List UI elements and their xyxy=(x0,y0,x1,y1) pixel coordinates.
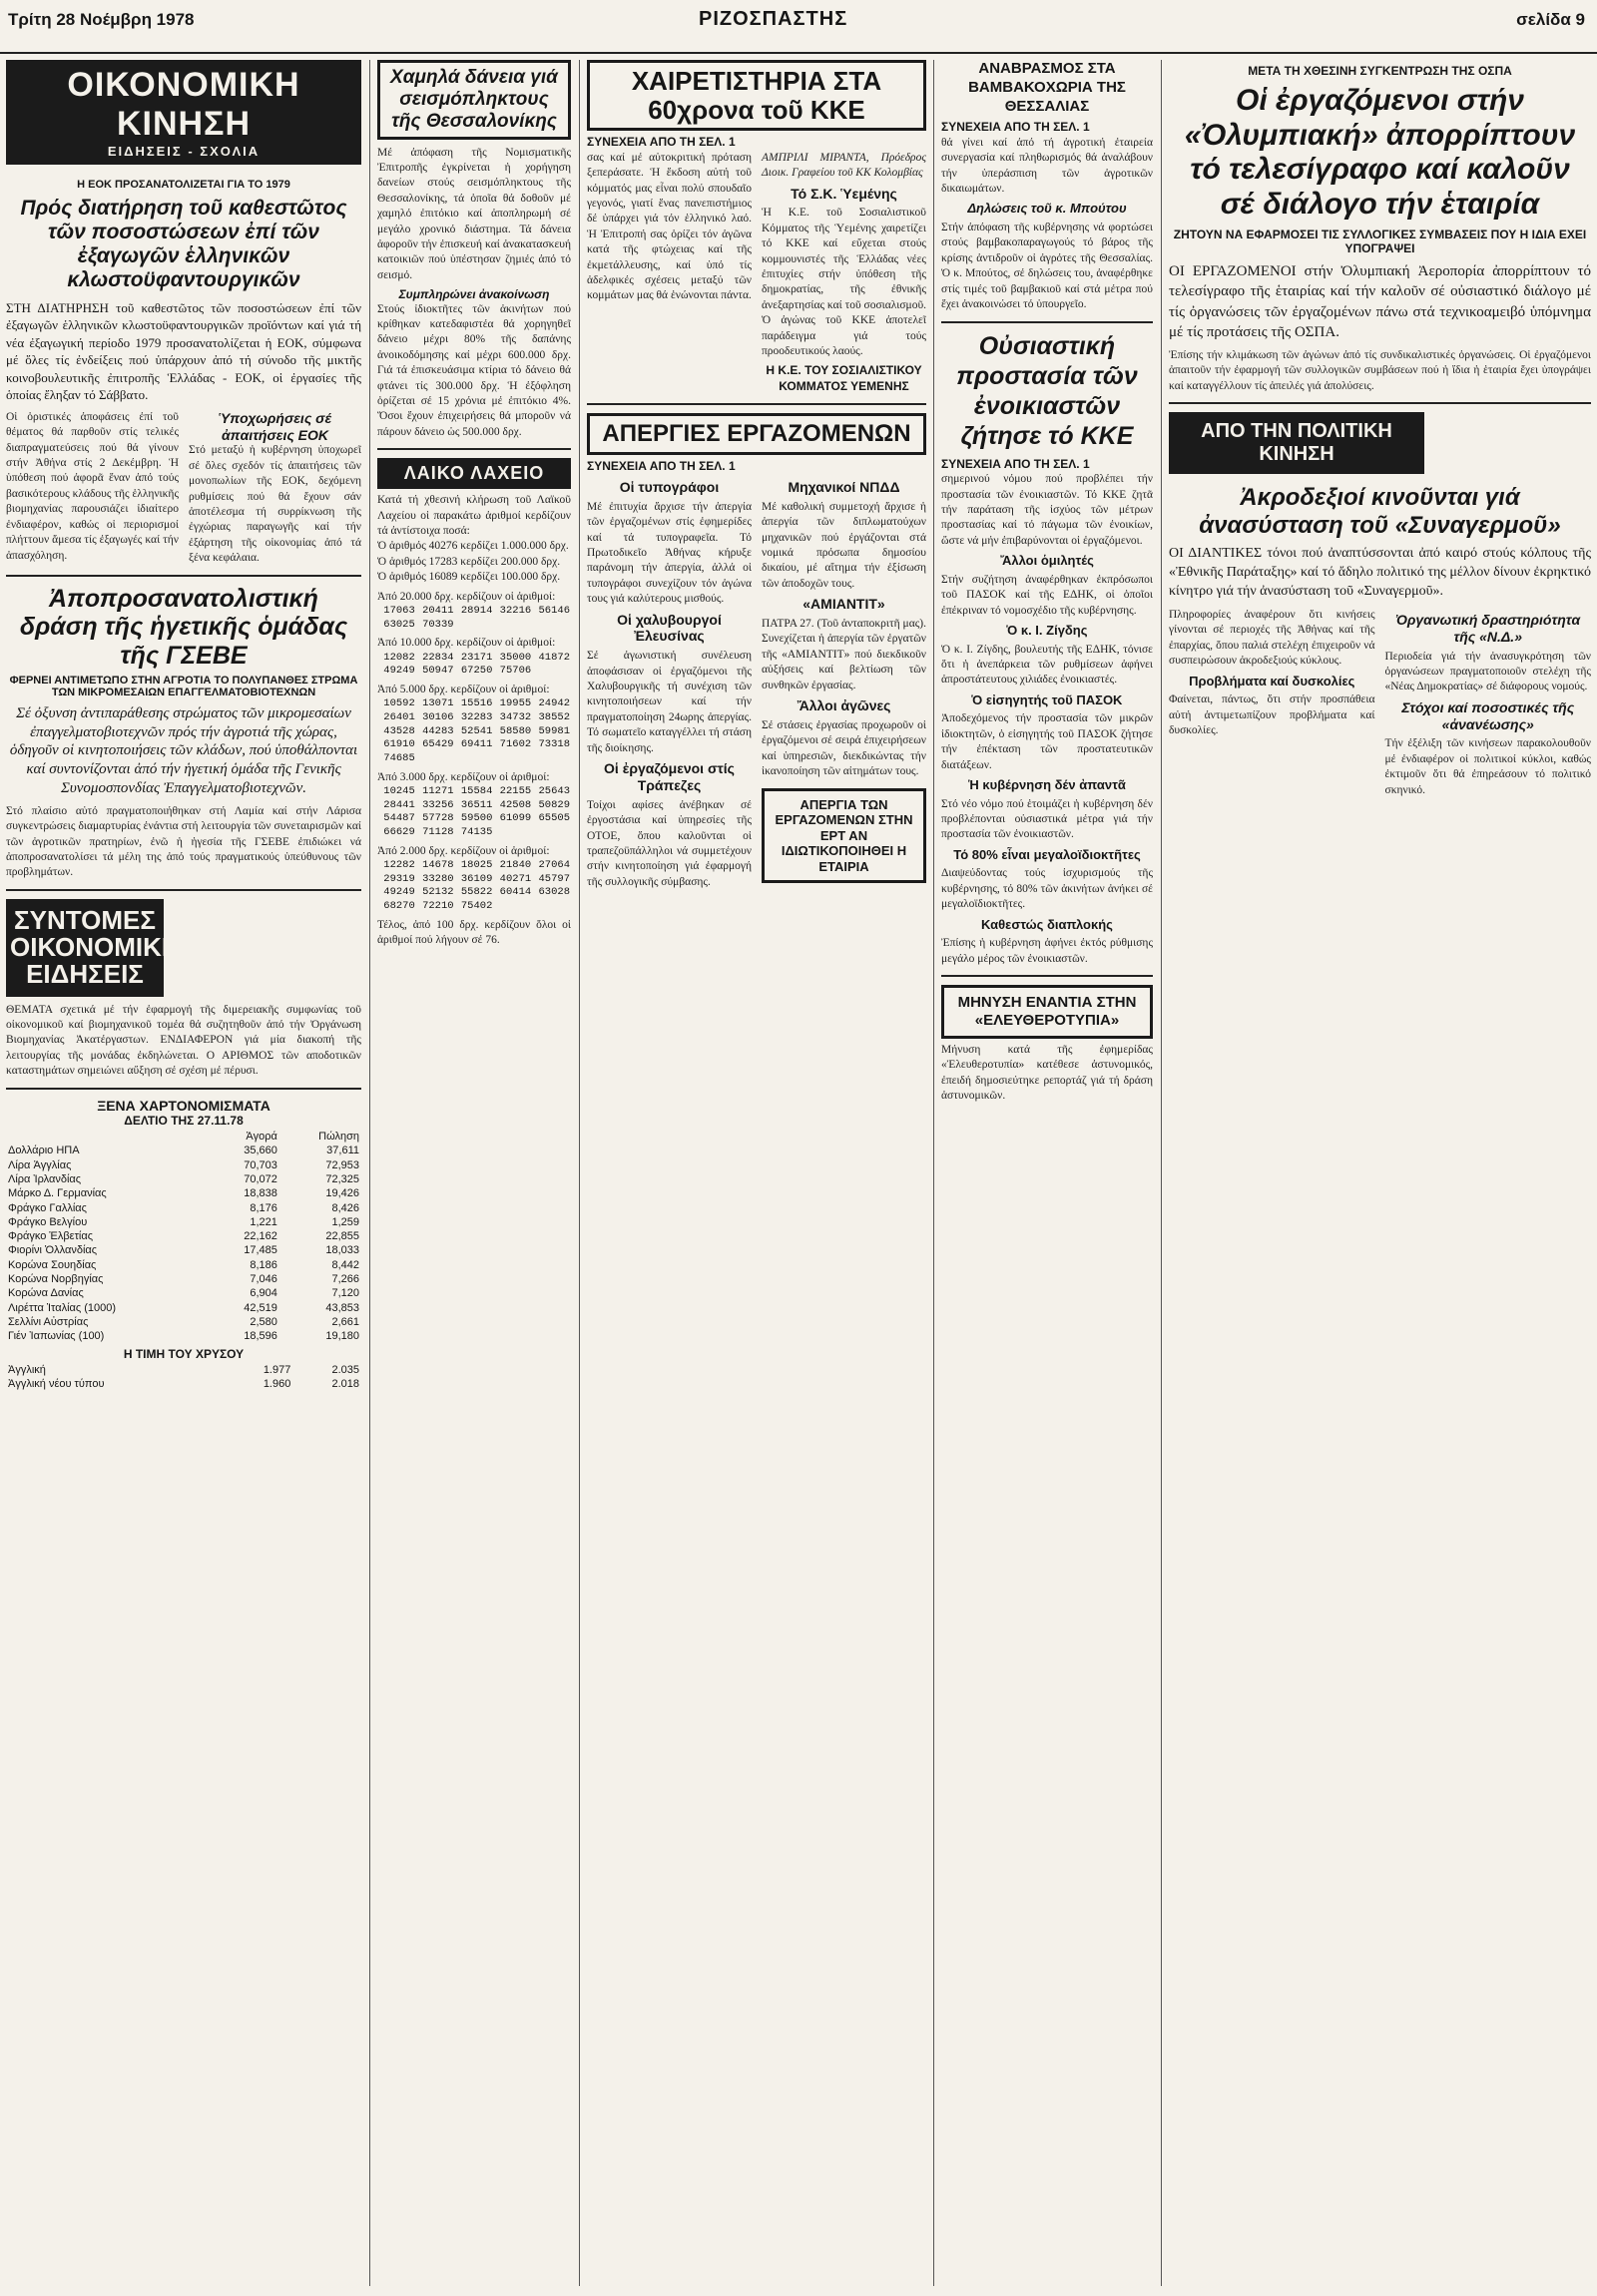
article-kicker: ΖΗΤΟΥΝ ΝΑ ΕΦΑΡΜΟΣΕΙ ΤΙΣ ΣΥΛΛΟΓΙΚΕΣ ΣΥΜΒΑΣΕΙΣ ΠΟΥ Η ΙΔΙΑ ΕΧΕΙ ΥΠΟΓΡΑΨΕΙ xyxy=(1173,228,1587,255)
lottery-number: 49249 xyxy=(383,665,415,678)
lottery-row xyxy=(377,711,571,725)
fx-currency: Μάρκο Δ. Γερμανίας xyxy=(8,1187,107,1200)
lottery-number: 69411 xyxy=(460,738,493,751)
continuation-label: ΣΥΝΕΧΕΙΑ ΑΠΟ ΤΗ ΣΕΛ. 1 xyxy=(941,456,1090,471)
lottery-number: 29319 xyxy=(383,872,415,885)
lottery-numbers xyxy=(377,785,571,840)
article-body: ΘΕΜΑΤΑ σχετικά μέ τήν ἐφαρμογή τῆς διμερειακῆς συμφωνίας τοῦ οἰκονομικοῦ καί βιομηχανικοῦ τομέα θά συζητηθοῦν ἀπό τήν Ὀργάνωση Βιομηχανίας Ἀκατέργαστων. ΕΝΔΙΑΦΕΡΟΝ γιά μία διακοπή τῆς λειτουργίας τῆς μονάδας ἐκδηλώνεται. Ο ΑΡΙΘΜΟΣ τῶν αποδοτικῶν καταστημάτων σημειώνει αὔξηση σέ σχέση μέ πέρυσι. xyxy=(6,1003,361,1078)
fx-header: Ἀγορά xyxy=(246,1131,277,1144)
article-body: Στήν συζήτηση ἀναφέρθηκαν ἐκπρόσωποι τοῦ ΠΑΣΟΚ καί τῆς ΕΔΗΚ, οἱ ὁποῖοι ἐπέκριναν τό νομοσχέδιο τῆς κυβέρνησης. xyxy=(941,573,1153,617)
article-headline: Ἀκροδεξιοί κινοῦνται γιά ἀνασύσταση τοῦ «Συναγερμοῦ» xyxy=(1199,484,1561,539)
lottery-number: 19955 xyxy=(499,697,532,710)
lottery-number: 20411 xyxy=(422,605,454,618)
fx-rate: 42,519 xyxy=(244,1301,277,1314)
column-rule xyxy=(933,60,934,2286)
lottery-number: 28441 xyxy=(383,798,415,811)
article-subhead: Καθεστώς διαπλοκής xyxy=(981,916,1113,932)
lottery-number: 22155 xyxy=(499,785,532,798)
article-headline: Οὐσιαστική προστασία τῶν ἐνοικιαστῶν ζήτησε τό ΚΚΕ xyxy=(956,331,1138,450)
fx-row xyxy=(6,1315,361,1329)
lottery-number: 44283 xyxy=(422,724,454,737)
lottery-number: 21840 xyxy=(499,859,532,872)
fx-row xyxy=(6,1172,361,1186)
lottery-numbers xyxy=(377,859,571,914)
article-headline: ΜΗΝΥΣΗ ΕΝΑΝΤΙΑ ΣΤΗΝ «ΕΛΕΥΘΕΡΟΤΥΠΙΑ» xyxy=(957,994,1137,1029)
column-rule xyxy=(579,60,580,2286)
fx-currency: Φράγκο Γαλλίας xyxy=(8,1201,87,1214)
article-body: Σέ ἀγωνιστική συνέλευση ἀποφάσισαν οἱ ἐργαζόμενοι τῆς Χαλυβουργικῆς τή συνέχιση τῶν κινητοποιήσεων καί τήν πραγματοποίηση 24ωρης ἀπεργίας. Τό σωματεῖο καταγγέλλει τή στάση τῆς διοίκησης. xyxy=(587,650,752,754)
lottery-group-label: Ἀπό 2.000 δρχ. κερδίζουν οἱ ἀριθμοί: xyxy=(377,844,550,857)
article-body: Οἱ ὁριστικές ἀποφάσεις ἐπί τοῦ θέματος θά παρθοῦν στίς τελικές διαπραγματεύσεις πού θά γίνουν στήν Ἀθήνα στίς 2 Δεκέμβρη. Ἡ ὑπόθεση πού ἀφορᾶ ἕναν ἀπό τούς βασικότερους κλάδους τῆς ἑλληνικῆς βιομηχανίας παρουσιάζει ἰδιαίτερο ἐνδιαφέρον, καθώς οἱ περιορισμοί πλήττουν ἄμεσα τίς ἐξαγωγές καί τήν ἀπασχόληση. xyxy=(6,410,179,562)
article-headline-box xyxy=(762,788,926,884)
article-headline: Χαμηλά δάνεια γιά σεισμόπληκτους τῆς Θεσσαλονίκης xyxy=(390,67,558,132)
fx-row xyxy=(6,1329,361,1343)
lottery-number: 23171 xyxy=(460,651,493,664)
article-body: Τοίχοι αφίσες ἀνέβηκαν σέ ἐργοστάσια καί ὑπηρεσίες τῆς ΟΤΟΕ, ὅπου καλοῦνται οἱ τραπεζοϋπάλληλοι νά συμμετέχουν στήν κινητοποίηση γιά ἐφαρμογή τῆς συλλογικῆς σύμβασης. xyxy=(587,798,752,888)
lottery-group-label: Ἀπό 3.000 δρχ. κερδίζουν οἱ ἀριθμοί: xyxy=(377,770,550,783)
fx-header: Πώληση xyxy=(318,1131,359,1144)
fx-rate: 2,580 xyxy=(250,1315,277,1328)
gold-coin: Ἀγγλική xyxy=(8,1364,46,1377)
fx-row xyxy=(6,1258,361,1272)
lottery-number: 12082 xyxy=(383,651,415,664)
fx-rate: 1,221 xyxy=(250,1215,277,1228)
article-subhead: Οἱ τυπογράφοι xyxy=(619,479,720,496)
fx-rate: 1,259 xyxy=(331,1215,359,1228)
lottery-number: 71602 xyxy=(499,738,532,751)
article-body: Στό μεταξύ ἡ κυβέρνηση ὑποχωρεῖ σέ ὅλες σχεδόν τίς ἀπαιτήσεις τῶν μονοπωλίων τῆς ΕΟΚ, δεχόμενη ρυθμίσεις πού θά ἔχουν σάν ἀποτέλεσμα τή συρρίκνωση τῆς ἐγχώριας παραγωγῆς καί τήν ἐξάρτηση τῆς οἰκονομίας ἀπό τά ξένα κεφάλαια. xyxy=(189,444,361,565)
lottery-number: 27064 xyxy=(538,859,570,872)
fx-rate: 7,266 xyxy=(331,1273,359,1285)
column-rule xyxy=(1161,60,1162,2286)
lottery-number: 68270 xyxy=(383,899,415,912)
fx-table-subtitle: ΔΕΛΤΙΟ ΤΗΣ 27.11.78 xyxy=(124,1114,244,1129)
fx-rate: 18,033 xyxy=(325,1244,359,1257)
article-body: Μέ καθολική συμμετοχή ἄρχισε ἡ ἀπεργία τῶν διπλωματούχων μηχανικῶν πού ἐργάζονται στά νομικά πρόσωπα δημοσίου δικαίου, μέ αἴτημα τήν ἐξίσωση τῶν ἀποδοχῶν τους. xyxy=(762,500,926,590)
lottery-number: 13071 xyxy=(422,697,454,710)
fx-rate: 43,853 xyxy=(325,1301,359,1314)
fx-currency: Κορώνα Σουηδίας xyxy=(8,1258,97,1271)
column-olympic-politics xyxy=(1169,60,1591,2290)
lottery-number: 10245 xyxy=(383,785,415,798)
column-rule xyxy=(369,60,370,2286)
fx-rate: 22,162 xyxy=(244,1230,277,1243)
lottery-number: 17063 xyxy=(383,605,415,618)
article-headline: Πρός διατήρηση τοῦ καθεστῶτος τῶν ποσοστώσεων ἐπί τῶν ἐξαγωγῶν ἑλληνικῶν κλωστοϋφαντουργικῶν xyxy=(20,197,347,292)
fx-rate: 22,855 xyxy=(325,1230,359,1243)
article-subhead: Ὑποχωρήσεις σέ ἀπαιτήσεις ΕΟΚ xyxy=(218,409,332,443)
fx-row xyxy=(6,1215,361,1229)
article-body: Διαψεύδοντας τούς ἰσχυρισμούς τῆς κυβέρνησης, τό 80% τῶν ἀκινήτων ἀνήκει σέ μεγαλοϊδιοκτῆτες. xyxy=(941,867,1153,911)
article-subhead: Συμπληρώνει ἀνακοίνωση xyxy=(398,287,550,302)
article-subhead: Οἱ ἐργαζόμενοι στίς Τράπεζες xyxy=(604,760,735,793)
fx-currency: Λίρα Ἰρλανδίας xyxy=(8,1172,82,1185)
fx-currency: Φράγκο Βελγίου xyxy=(8,1215,88,1228)
article-body: Στήν ἀπόφαση τῆς κυβέρνησης νά φορτώσει στούς βαμβακοπαραγωγούς τό βάρος τῆς κρίσης ἀντιδροῦν οἱ ἀγρότες τῆς Θεσσαλίας. Ὁ κ. Μπούτος, σέ δηλώσεις του, ἀναφέρθηκε στίς τιμές τοῦ βαμβακιοῦ καί στά μέτρα πού ἔχει ἀνακοινώσει τό ὑπουργεῖο. xyxy=(941,222,1153,311)
lottery-number: 63028 xyxy=(538,886,570,899)
fx-row xyxy=(6,1272,361,1286)
lottery-top-prize: Ὁ ἀριθμός 17283 κερδίζει 200.000 δρχ. xyxy=(377,555,561,568)
section-title: ΟΙΚΟΝΟΜΙΚΗ ΚΙΝΗΣΗ xyxy=(67,66,300,143)
fx-rate: 8,186 xyxy=(250,1258,277,1271)
article-subhead: Τό Σ.Κ. Ὑεμένης xyxy=(791,185,897,202)
lottery-number: 75402 xyxy=(460,899,493,912)
fx-rate: 7,046 xyxy=(250,1273,277,1285)
lottery-number: 36109 xyxy=(460,872,493,885)
article-body: θά γίνει καί ἀπό τή ἀγροτική ἐταιρεία συνεργασία καί πληθωρισμός θά ἀναλάβουν τήν ὑπεράσπιση τῶν ἀγροτικῶν δικαιωμάτων. xyxy=(941,136,1153,196)
article-body: Στό νέο νόμο πού ἑτοιμάζει ἡ κυβέρνηση δέν προβλέπονται οὐσιαστικά μέτρα γιά τήν προστασία τῶν ἐνοικιαστῶν. xyxy=(941,797,1153,841)
lottery-number: 50829 xyxy=(538,798,570,811)
lottery-number: 74685 xyxy=(383,752,415,765)
article-lead: ΟΙ ΕΡΓΑΖΟΜΕΝΟΙ στήν Ὀλυμπιακή Ἀεροπορία ἀπορρίπτουν τό τελεσίγραφο τῆς ἑταιρίας καί τήν καλοῦν σέ οὐσιαστικό διάλογο μέ τίς ὀργανώσεις τῶν ἐργαζομένων πάνω στά τεχνικοαμειβό ὑπόμνημα μέ τίς προτάσεις τῆς ΟΣΠΑ. xyxy=(1169,263,1591,340)
page-number: σελίδα 9 xyxy=(1516,10,1585,29)
issue-date: Τρίτη 28 Νοέμβρη 1978 xyxy=(8,10,195,29)
lottery-row xyxy=(377,738,571,752)
lottery-number: 34732 xyxy=(499,711,532,724)
fx-rate: 17,485 xyxy=(244,1244,277,1257)
article-subhead: Ἡ κυβέρνηση δέν ἀπαντᾶ xyxy=(968,776,1126,792)
lottery-number: 12282 xyxy=(383,859,415,872)
article-kicker: Η ΕΟΚ ΠΡΟΣΑΝΑΤΟΛΙΖΕΤΑΙ ΓΙΑ ΤΟ 1979 xyxy=(77,179,290,191)
lottery-group-label: Ἀπό 10.000 δρχ. κερδίζουν οἱ ἀριθμοί: xyxy=(377,637,556,650)
article-signature: ΑΜΠΡΙΛΙ ΜΙΡΑΝΤΑ, Πρόεδρος Διοικ. Γραφείου τοῦ ΚΚ Κολομβίας xyxy=(762,151,926,180)
lottery-number: 52541 xyxy=(460,724,493,737)
fx-row xyxy=(6,1243,361,1257)
fx-rate: 18,838 xyxy=(244,1187,277,1200)
gold-table-title: Η ΤΙΜΗ ΤΟΥ ΧΡΥΣΟΥ xyxy=(123,1347,245,1362)
article-body: Περιοδεία γιά τήν ἀνασυγκρότηση τῶν ὀργανώσεων πραγματοποιοῦν στελέχη τῆς «Νέας Δημοκρατίας» σέ διάφορους νομούς. xyxy=(1384,650,1591,693)
lottery-number: 40271 xyxy=(499,872,532,885)
article-subhead: Ἄλλοι ὁμιλητές xyxy=(1000,553,1094,569)
lottery-number: 45797 xyxy=(538,872,570,885)
fx-rate: 72,953 xyxy=(325,1158,359,1171)
fx-rate: 19,180 xyxy=(325,1330,359,1343)
fx-row xyxy=(6,1229,361,1243)
article-subhead: Δηλώσεις τοῦ κ. Μπούτου xyxy=(967,201,1127,217)
fx-row xyxy=(6,1144,361,1157)
lottery-row xyxy=(377,752,571,766)
lottery-number: 74135 xyxy=(460,825,493,838)
lottery-top-prize: Ὁ ἀριθμός 16089 κερδίζει 100.000 δρχ. xyxy=(377,571,561,584)
lottery-number: 59500 xyxy=(460,812,493,825)
fx-rate: 6,904 xyxy=(250,1287,277,1300)
lottery-number: 63025 xyxy=(383,618,415,631)
lottery-number: 28914 xyxy=(460,605,493,618)
page-header xyxy=(0,0,1597,54)
column-loans-lottery xyxy=(377,60,571,2290)
lottery-row xyxy=(377,697,571,711)
article-headline-box xyxy=(587,60,926,131)
article-body: Ὁ κ. Ι. Ζίγδης, βουλευτής τῆς ΕΔΗΚ, τόνισε ὅτι ἡ ἀνεπάρκεια τῶν ρυθμίσεων ἀφήνει ἀπροστάτευτους χιλιάδες ἐνοικιαστές. xyxy=(941,643,1153,687)
newspaper-name: ΡΙΖΟΣΠΑΣΤΗΣ xyxy=(699,8,848,30)
fx-row xyxy=(6,1186,361,1200)
lottery-numbers xyxy=(377,605,571,632)
article-headline: ΑΝΑΒΡΑΣΜΟΣ ΣΤΑ ΒΑΜΒΑΚΟΧΩΡΙΑ ΤΗΣ ΘΕΣΣΑΛΙΑΣ xyxy=(968,60,1126,115)
article-subhead: Ἄλλοι ἀγῶνες xyxy=(797,697,891,714)
lottery-number: 36511 xyxy=(460,798,493,811)
lottery-number: 42508 xyxy=(499,798,532,811)
lottery-number: 43528 xyxy=(383,724,415,737)
article-headline: ΧΑΙΡΕΤΙΣΤΗΡΙΑ ΣΤΑ 60χρονα τοῦ ΚΚΕ xyxy=(631,66,882,125)
article-headline: ΑΠΕΡΓΙΕΣ ΕΡΓΑΖΟΜΕΝΩΝ xyxy=(602,419,911,447)
lottery-number: 57728 xyxy=(422,812,454,825)
article-headline-box xyxy=(941,985,1153,1039)
article-subhead: Οἱ χαλυβουργοί Ἐλευσίνας xyxy=(617,611,722,645)
article-body: Στούς ἰδιοκτῆτες τῶν ἀκινήτων πού κρίθηκαν κατεδαφιστέα θά χορηγηθεῖ δάνειο μέχρι 80% τῆς δαπάνης ἀνοικοδόμησης καί μέχρι 600.000 δρχ. Γιά τά ἐπισκευάσιμα κτίρια τό δάνειο θά φτάνει τίς 300.000 δρχ. Ἡ ἐξόφληση ὁρίζεται σέ 15 χρόνια μέ ἐπιτόκιο 4%. Ὅσοι ἔχουν ἐπιχειρήσεις θά μποροῦν νά πάρουν δάνειο ὡς 500.000 δρχ. xyxy=(377,302,571,438)
gold-coin: Ἀγγλική νέου τύπου xyxy=(8,1378,105,1391)
lottery-number: 32283 xyxy=(460,711,493,724)
lottery-number: 24942 xyxy=(538,697,570,710)
fx-table-title: ΞΕΝΑ ΧΑΡΤΟΝΟΜΙΣΜΑΤΑ xyxy=(97,1097,270,1114)
gold-table xyxy=(6,1363,361,1392)
gold-row xyxy=(6,1363,361,1377)
fx-row xyxy=(6,1286,361,1300)
article-headline: Ἀποπροσανατολιστική δράση τῆς ἡγετικῆς ὁμάδας τῆς ΓΣΕΒΕ xyxy=(19,584,348,671)
lottery-number: 72210 xyxy=(422,899,454,912)
article-body: Στό πλαίσιο αὐτό πραγματοποιήθηκαν στή Λαμία καί στήν Λάρισα συγκεντρώσεις διαμαρτυρίας ἐνάντια στή λειτουργία τῶν συνεταιρισμῶν καί τῶν ἀγροτικῶν πρατηρίων, ἐνῶ ἡ ἡγεσία τῆς ΓΣΕΒΕ ἐπιδιώκει νά ἀποπροσανατολίσει τά μέλη της ἀπό τούς πραγματικούς ὑπεύθυνους τῶν προβλημάτων. xyxy=(6,804,361,879)
lottery-intro: Κατά τή χθεσινή κλήρωση τοῦ Λαϊκοῦ Λαχείου οἱ παρακάτω ἀριθμοί κερδίζουν τά ἀντίστοιχα ποσά: xyxy=(377,494,571,538)
lottery-row xyxy=(377,725,571,739)
lottery-numbers xyxy=(377,652,571,679)
article-subhead: Ὁ εἰσηγητής τοῦ ΠΑΣΟΚ xyxy=(971,691,1123,707)
article-body: Μέ ἐπιτυχία ἄρχισε τήν ἀπεργία τῶν ἐργαζομένων στίς ἐφημερίδες καί τά τυπογραφεῖα. Τό Πρωτοδικεῖο Ἀθήνας κήρυξε παράνομη τήν ἀπεργία, ἀλλά οἱ τυπογράφοι συνεχίζουν τόν ἀγώνα τους γιά καλύτερους μισθούς. xyxy=(587,500,752,606)
fx-currency: Σελλίνι Αὐστρίας xyxy=(8,1315,89,1328)
article-headline-box xyxy=(377,60,571,140)
article-subhead: «ΑΜΙΑΝΤΙΤ» xyxy=(802,596,885,613)
fx-currency: Γιέν Ἰαπωνίας (100) xyxy=(8,1330,105,1343)
article-body: Ἐπίσης τήν κλιμάκωση τῶν ἀγώνων ἀπό τίς συνδικαλιστικές ὀργανώσεις. Οἱ ἐργαζόμενοι ἀπαιτοῦν τήν ἐφαρμογή τῶν συλλογικῶν συμβάσεων πού ἡ ἴδια ἡ ἑταιρία ἔχει ὑπογράψει καί καταγγέλλουν τίς ἀπειλές γιά ἀπολύσεις. xyxy=(1169,349,1591,392)
lottery-number: 11271 xyxy=(422,785,454,798)
article-body: Φαίνεται, πάντως, ὅτι στήν προσπάθεια αὐτή ἀντιμετωπίζουν προβλήματα καί δυσκολίες. xyxy=(1169,693,1375,737)
lottery-row xyxy=(377,605,571,619)
fx-rate: 18,596 xyxy=(244,1330,277,1343)
lottery-group-label: Ἀπό 20.000 δρχ. κερδίζουν οἱ ἀριθμοί: xyxy=(377,590,556,603)
lottery-number: 15516 xyxy=(460,697,493,710)
lottery-number: 22834 xyxy=(422,651,454,664)
fx-rate: 7,120 xyxy=(331,1287,359,1300)
column-cotton-rents xyxy=(941,60,1153,2290)
lottery-numbers xyxy=(377,697,571,765)
lottery-number: 38552 xyxy=(538,711,570,724)
fx-rate: 37,611 xyxy=(326,1145,359,1157)
section-banner: ΑΠΟ ΤΗΝ ΠΟΛΙΤΙΚΗ ΚΙΝΗΣΗ xyxy=(1169,412,1424,474)
fx-currency: Φράγκο Ἑλβετίας xyxy=(8,1230,94,1243)
article-signature: Η Κ.Ε. ΤΟΥ ΣΟΣΙΑΛΙΣΤΙΚΟΥ ΚΟΜΜΑΤΟΣ ΥΕΜΕΝΗΣ xyxy=(766,363,922,394)
section-subtitle: ΕΙΔΗΣΕΙΣ - ΣΧΟΛΙΑ xyxy=(107,144,261,159)
lottery-group-label: Ἀπό 5.000 δρχ. κερδίζουν οἱ ἀριθμοί: xyxy=(377,684,550,696)
fx-currency: Κορώνα Νορβηγίας xyxy=(8,1273,104,1285)
article-body: ΠΑΤΡΑ 27. (Τοῦ ἀνταποκριτῆ μας). Συνεχίζεται ἡ ἀπεργία τῶν ἐργατῶν τῆς «ΑΜΙΑΝΤΙΤ» πού διεκδικοῦν αὐξήσεις καί βελτίωση τῶν συνθηκῶν ἐργασίας. xyxy=(762,618,926,691)
lottery-number: 50947 xyxy=(422,665,454,678)
article-lead: ΟΙ ΔΙΑΝΤΙΚΕΣ τόνοι πού ἀναπτύσσονται ἀπό καιρό στούς κόλπους τῆς «Ἐθνικῆς Παράταξης» καί τό ἄδηλο πολιτικό της μέλλον δίνουν ἐκρηκτικό κίνητρο γιά τήν ἀνασύσταση τοῦ «Συναγερμοῦ». xyxy=(1169,546,1591,600)
article-body: σημερινού νόμου πού προβλέπει τήν προστασία τῶν ἐνοικιαστῶν. Τό ΚΚΕ ζητᾶ τήν παράταση τῆς ἰσχύος τῶν μέτρων προστασίας καί τό πάγωμα τῶν ἐνοικίων, ὥστε νά μήν ἐπιβαρύνονται οἱ ἐργαζόμενοι. xyxy=(941,473,1153,547)
fx-currency: Λίρα Ἀγγλίας xyxy=(8,1158,72,1171)
lottery-row xyxy=(377,873,571,887)
lottery-number: 26401 xyxy=(383,711,415,724)
fx-table xyxy=(6,1130,361,1343)
article-lead: ΣΤΗ ΔΙΑΤΗΡΗΣΗ τοῦ καθεστῶτος τῶν ποσοστώσεων ἐπί τῶν ἐξαγωγῶν ἑλληνικῶν κλωστοϋφαντουργικῶν προϊόντων καί γιά τή νέα ἐξαγωγική περίοδο 1979 προσανατολίζεται ἡ ΕΟΚ, σύμφωνα μέ ὅλες τίς ἐνδείξεις πού ὑπάρχουν ἀπό τή σύνοδο τῆς μικτῆς κοινοβουλευτικῆς ἐπιτροπῆς Ἑλλάδας - ΕΟΚ, οἱ ἐργασίες τῆς ὁποίας ἔληξαν τό Σάββατο. xyxy=(6,299,361,403)
lottery-number: 60414 xyxy=(499,886,532,899)
lottery-number: 10592 xyxy=(383,697,415,710)
fx-rate: 72,325 xyxy=(325,1172,359,1185)
lottery-row xyxy=(377,652,571,666)
lottery-row xyxy=(377,859,571,873)
article-subhead: Προβλήματα καί δυσκολίες xyxy=(1189,673,1355,689)
fx-rate: 70,703 xyxy=(244,1158,277,1171)
lottery-number: 65505 xyxy=(538,812,570,825)
fx-header-row xyxy=(6,1130,361,1144)
fx-rate: 8,176 xyxy=(250,1201,277,1214)
article-subhead: Τό 80% εἶναι μεγαλοϊδιοκτῆτες xyxy=(953,846,1141,862)
lottery-number: 33256 xyxy=(422,798,454,811)
article-body: Σέ στάσεις ἐργασίας προχωροῦν οἱ ἐργαζόμενοι σέ σειρά ἐπιχειρήσεων καί ὑπηρεσιῶν, διεκδικώντας τήν ἱκανοποίηση τῶν αἰτημάτων τους. xyxy=(762,718,926,778)
lottery-number: 14678 xyxy=(422,859,454,872)
lottery-number: 59981 xyxy=(538,724,570,737)
fx-rate: 70,072 xyxy=(244,1172,277,1185)
continuation-label: ΣΥΝΕΧΕΙΑ ΑΠΟ ΤΗ ΣΕΛ. 1 xyxy=(587,459,736,474)
article-body: Μέ ἀπόφαση τῆς Νομισματικῆς Ἐπιτροπῆς ἐγκρίνεται ἡ χορήγηση δανείων στούς σεισμόπληκτους τῆς Θεσσαλονίκης, τά ὁποῖα θά δοθοῦν μέ χαμηλό ἐπιτόκιο καί ἀποπληρωμή σέ μεγάλο χρονικό διάστημα. Τά δάνεια ἀφοροῦν τήν ἐπισκευή καί ἀνακατασκευή κατοικιῶν πού ὑπέστησαν ζημιές ἀπό τό σεισμό. xyxy=(377,146,571,281)
article-body: Ἀποδεχόμενος τήν προστασία τῶν μικρῶν ἰδιοκτητῶν, ὁ εἰσηγητής τοῦ ΠΑΣΟΚ ζήτησε τήν ἐπέκταση τῶν προστατευτικῶν διατάξεων. xyxy=(941,712,1153,771)
article-body: Μήνυση κατά τῆς ἐφημερίδας «Ἐλευθεροτυπία» κατέθεσε ἀστυνομικός, ἐπειδή δημοσιεύτηκε ρεπορτάζ γιά τή δράση ἀστυνομικῶν. xyxy=(941,1044,1153,1103)
lottery-number: 65429 xyxy=(422,738,454,751)
lottery-number: 71128 xyxy=(422,825,454,838)
fx-currency: Λιρέττα Ἰταλίας (1000) xyxy=(8,1301,117,1314)
lottery-number: 33280 xyxy=(422,872,454,885)
fx-row xyxy=(6,1158,361,1172)
lottery-number: 15584 xyxy=(460,785,493,798)
article-subhead: Ὀργανωτική δραστηριότητα τῆς «Ν.Δ.» xyxy=(1395,612,1581,645)
lottery-title: ΛΑΙΚΟ ΛΑΧΕΙΟ xyxy=(377,458,571,489)
lottery-note: Τέλος, ἀπό 100 δρχ. κερδίζουν ὅλοι οἱ ἀριθμοί πού λήγουν σέ 76. xyxy=(377,918,571,946)
lottery-row xyxy=(377,886,571,900)
article-subhead: Ὁ κ. Ι. Ζίγδης xyxy=(1006,622,1088,638)
fx-rate: 19,426 xyxy=(325,1187,359,1200)
lottery-row xyxy=(377,619,571,633)
article-body: Ἡ Κ.Ε. τοῦ Σοσιαλιστικοῦ Κόμματος τῆς Ὑεμένης χαιρετίζει τό ΚΚΕ καί εὔχεται στούς κομμουνιστές τῆς Ἑλλάδας νέες ἐπιτυχίες στήν ὑπόθεση τῆς δημοκρατίας, τῆς ἐθνικῆς ἀνεξαρτησίας καί τοῦ σοσιαλισμοῦ. Ὁ ἀγώνας τοῦ ΚΚΕ ἀποτελεῖ παράδειγμα γιά τούς προοδευτικούς λαούς. xyxy=(762,207,926,358)
article-headline-box xyxy=(587,413,926,456)
gold-price: 2.035 xyxy=(331,1364,359,1377)
fx-rate: 8,426 xyxy=(331,1201,359,1214)
article-body: Πληροφορίες ἀναφέρουν ὅτι κινήσεις γίνονται σέ περιοχές τῆς Ἀθήνας καί τῆς ἐπαρχίας, ὅπου παλιά στελέχη ἐπιχειροῦν νά συσπειρώσουν ἀκροδεξιούς κύκλους. xyxy=(1169,609,1375,668)
continuation-label: ΣΥΝΕΧΕΙΑ ΑΠΟ ΤΗ ΣΕΛ. 1 xyxy=(587,135,736,150)
lottery-number: 25643 xyxy=(538,785,570,798)
article-body: Ἐπίσης ἡ κυβέρνηση ἀφήνει ἐκτός ρύθμισης μεγάλο μέρος τῶν ἐνοικιαστῶν. xyxy=(941,937,1153,965)
lottery-number: 52132 xyxy=(422,886,454,899)
continuation-label: ΣΥΝΕΧΕΙΑ ΑΠΟ ΤΗ ΣΕΛ. 1 xyxy=(941,120,1090,135)
gold-row xyxy=(6,1377,361,1391)
gold-price: 2.018 xyxy=(331,1378,359,1391)
section-banner xyxy=(6,60,361,165)
column-kke-strikes xyxy=(587,60,926,2290)
fx-rate: 8,442 xyxy=(331,1258,359,1271)
lottery-number: 56146 xyxy=(538,605,570,618)
fx-currency: Φιορίνι Ὁλλανδίας xyxy=(8,1244,98,1257)
lottery-number: 70339 xyxy=(422,618,454,631)
article-kicker: ΦΕΡΝΕΙ ΑΝΤΙΜΕΤΩΠΟ ΣΤΗΝ ΑΓΡΟΤΙΑ ΤΟ ΠΟΛΥΠΑΝΘΕΣ ΣΤΡΩΜΑ ΤΩΝ ΜΙΚΡΟΜΕΣΑΙΩΝ ΕΠΑΓΓΕΛΜΑΤΟΒΙΟΤΕΧΝΩΝ xyxy=(9,674,358,698)
fx-currency: Κορώνα Δανίας xyxy=(8,1287,84,1300)
lottery-row xyxy=(377,826,571,840)
fx-row xyxy=(6,1301,361,1315)
lottery-top-prize: Ὁ ἀριθμός 40276 κερδίζει 1.000.000 δρχ. xyxy=(377,540,569,553)
lottery-number: 61099 xyxy=(499,812,532,825)
lottery-number: 35000 xyxy=(499,651,532,664)
article-subhead: Μηχανικοί ΝΠΔΔ xyxy=(788,479,900,496)
lottery-row xyxy=(377,812,571,826)
section-banner: ΣΥΝΤΟΜΕΣ ΟΙΚΟΝΟΜΙΚΕΣ ΕΙΔΗΣΕΙΣ xyxy=(6,899,164,997)
lottery-row xyxy=(377,900,571,914)
gold-price: 1.960 xyxy=(263,1378,291,1391)
lottery-number: 32216 xyxy=(499,605,532,618)
column-economy xyxy=(6,60,361,2290)
lottery-number: 55822 xyxy=(460,886,493,899)
lottery-number: 30106 xyxy=(422,711,454,724)
fx-currency: Δολλάριο ΗΠΑ xyxy=(8,1145,80,1157)
lottery-results xyxy=(377,590,571,914)
gold-price: 1.977 xyxy=(263,1364,291,1377)
lottery-number: 73318 xyxy=(538,738,570,751)
lottery-number: 66629 xyxy=(383,825,415,838)
lottery-number: 67250 xyxy=(460,665,493,678)
article-lead: Σέ ὀξυνση ἀντιπαράθεσης στρώματος τῶν μικρομεσαίων ἐπαγγελματοβιοτεχνῶν πρός τήν ἀγροτιά τῆς χώρας, ὁδηγοῦν οἱ κινητοποιήσεις τῶν κλάδων, πού ὑποθάλπονται καί συντονίζονται ἀπό τήν ἡγετική ὁμάδα τῆς Γενικῆς Συνομοσπονδίας Ἐπαγγελματοβιοτεχνῶν. xyxy=(9,704,358,796)
lottery-number: 49249 xyxy=(383,886,415,899)
lottery-row xyxy=(377,665,571,679)
lottery-row xyxy=(377,785,571,799)
fx-rate: 2,661 xyxy=(331,1315,359,1328)
article-headline: ΑΠΕΡΓΙΑ ΤΩΝ ΕΡΓΑΖΟΜΕΝΩΝ ΣΤΗΝ ΕΡΤ ΑΝ ΙΔΙΩΤΙΚΟΠΟΙΗΘΕΙ Η ΕΤΑΙΡΙΑ xyxy=(775,796,913,874)
article-body: Τήν ἐξέλιξη τῶν κινήσεων παρακολουθοῦν μέ ἐνδιαφέρον οἱ πολιτικοί κύκλοι, καθώς ἐκτιμοῦν ὅτι θά ἐπηρεάσουν τό πολιτικό σκηνικό. xyxy=(1384,737,1591,796)
lottery-number: 54487 xyxy=(383,812,415,825)
article-kicker: ΜΕΤΑ ΤΗ ΧΘΕΣΙΝΗ ΣΥΓΚΕΝΤΡΩΣΗ ΤΗΣ ΟΣΠΑ xyxy=(1248,64,1512,78)
lottery-number: 61910 xyxy=(383,738,415,751)
lottery-number: 58580 xyxy=(499,724,532,737)
lottery-number: 41872 xyxy=(538,651,570,664)
fx-row xyxy=(6,1201,361,1215)
lottery-number: 18025 xyxy=(460,859,493,872)
article-subhead: Στόχοι καί ποσοστικές τῆς «ἀνανέωσης» xyxy=(1401,698,1575,732)
fx-rate: 35,660 xyxy=(244,1145,277,1157)
fx-header xyxy=(6,1130,211,1144)
lottery-number: 75706 xyxy=(499,665,532,678)
lottery-row xyxy=(377,799,571,813)
article-body: σας καί μέ αὐτοκριτική πρόταση ξεπεράσατε. Ἡ ἔκδοση αὐτή τοῦ κόμματός μας εἶναι πολύ σπουδαῖο γεγονός, γιατί ἕνας πανεπιστήμιος δέ ὑπάρχει γιά τόν ἑλληνικό λαό. Ἡ Ἐπιτροπή σας ὁρίζει τόν ἀγῶνα κατά τῆς φτώχειας καί τῆς ἐκμετάλλευσης, καί ὑπό τίς ἀδελφικές σχέσεις μεταξύ τῶν κομμάτων μας θά ἑνώνονται πάντα. xyxy=(587,151,752,302)
article-headline: Οἱ ἐργαζόμενοι στήν «Ὀλυμπιακή» ἀπορρίπτουν τό τελεσίγραφο καί καλοῦν σέ διάλογο τήν ἑταιρία xyxy=(1184,84,1576,221)
